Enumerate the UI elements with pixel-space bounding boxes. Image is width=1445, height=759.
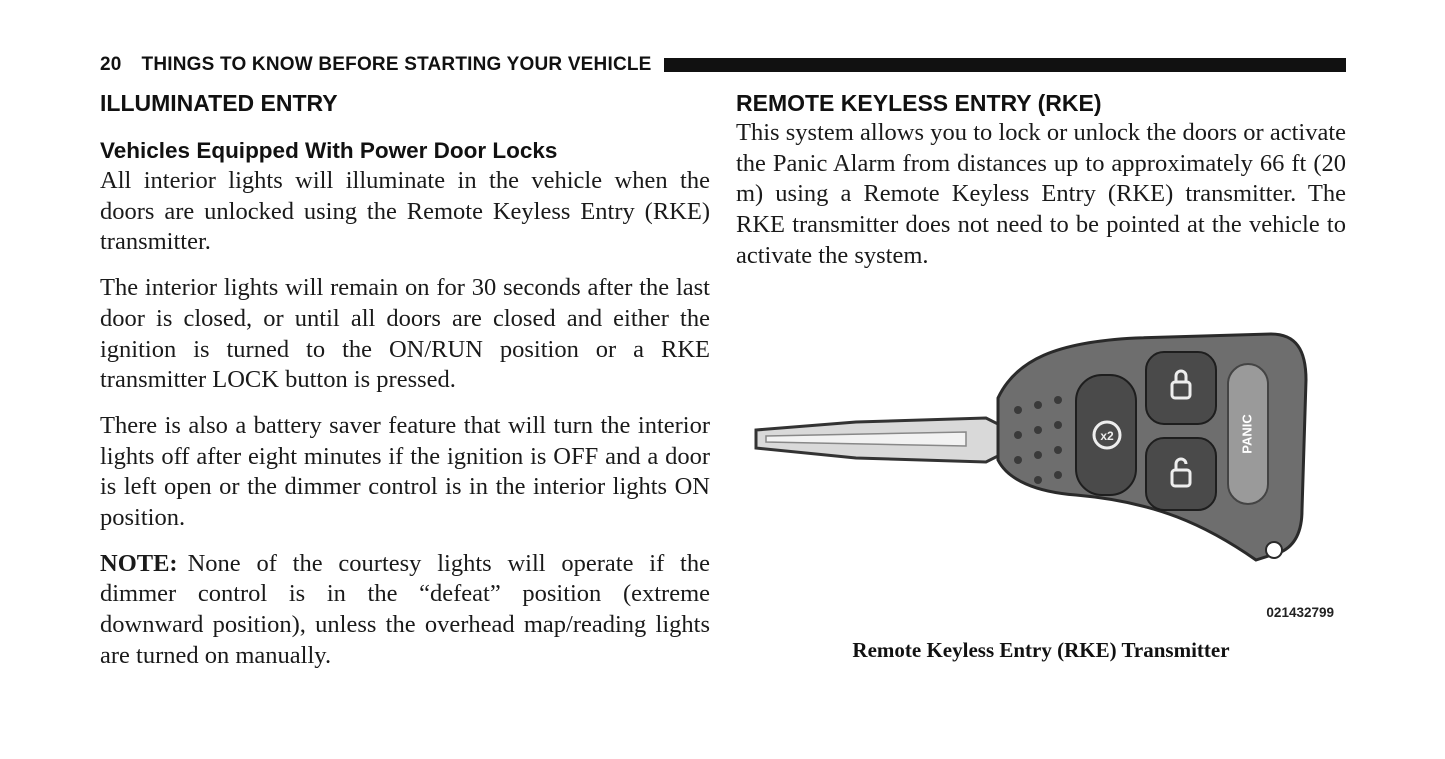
page-header [100,52,1346,78]
lock-button [1146,352,1216,424]
rke-figure [736,320,1346,620]
paragraph-3: There is also a battery saver feature that will turn the interior lights off after eight minutes if the ignition is OFF and a door is left open or the dimmer control is in the interior lights ON position. [100,411,710,532]
page-number: 20 [100,54,122,75]
key-fob-illustration [736,320,1346,590]
figure-caption: Remote Keyless Entry (RKE) Transmitter [852,638,1230,662]
keyring-hole [1266,542,1282,558]
paragraph-1: All interior lights will illuminate in the vehicle when the doors are unlocked using the Remote Keyless Entry (RKE) transmitter. [100,167,710,256]
subheading-power-door-locks: Vehicles Equipped With Power Door Locks [100,138,558,163]
rke-paragraph: This system allows you to lock or unlock the doors or activate the Panic Alarm from distances up to approximately 66 ft (20 m) using a Remote Keyless Entry (RKE) transmitter. The RKE transmitter does not need to be pointed at the vehicle to activate the system. [736,119,1346,269]
section-heading-illuminated-entry: ILLUMINATED ENTRY [100,90,338,116]
running-title: THINGS TO KNOW BEFORE STARTING YOUR VEHICLE [141,54,652,75]
left-column [100,88,710,672]
figure-id: 021432799 [1266,605,1334,620]
remote-start-label: x2 [1100,429,1114,443]
section-heading-rke: REMOTE KEYLESS ENTRY (RKE) [736,90,1102,116]
note-text: None of the courtesy lights will operate if the dimmer control is in the “defeat” position (extreme downward position), unless the overhead map/reading lights are turned on manually. [100,549,710,669]
unlock-button [1146,438,1216,510]
paragraph-2: The interior lights will remain on for 30 seconds after the last door is closed, or until all doors are closed and either the ignition is turned to the ON/RUN position or a RKE transmitter LOCK button is pressed. [100,274,710,394]
note-label: NOTE: [100,549,178,577]
header-rule [664,58,1346,72]
panic-label: PANIC [1239,414,1255,454]
right-column [736,88,1346,272]
note-paragraph [100,549,710,672]
